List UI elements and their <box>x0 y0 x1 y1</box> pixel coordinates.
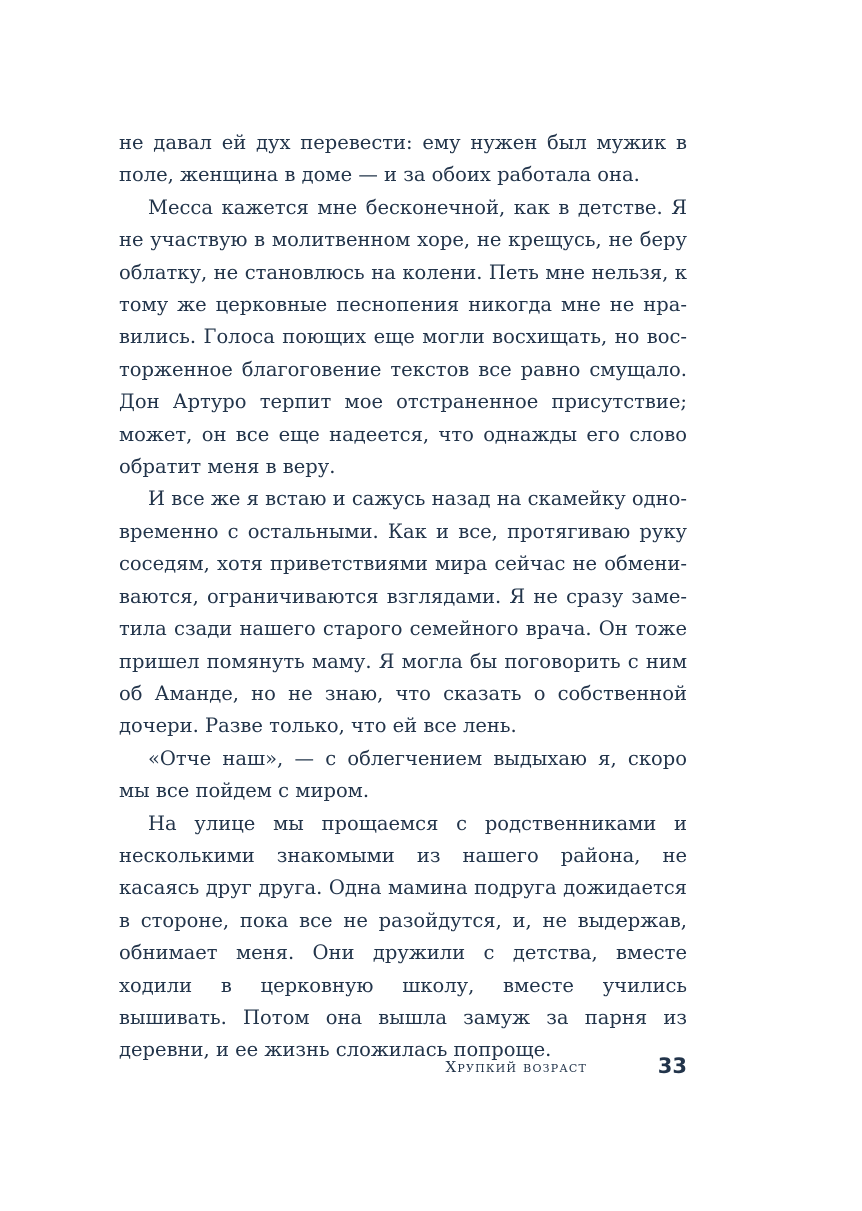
paragraph-4: «Отче наш», — с облегчением выдыхаю я, скоро мы все пойдем с миром. <box>119 746 687 803</box>
paragraph-3: И все же я встаю и сажусь назад на скамейку одновременно с остальными. Как и все, протягиваю руку соседям, хотя приветствиями мира сейчас не обмениваются, ограничиваются взглядами. Я не сразу заметила сзади нашего старого семейного врача. Он тоже пришел помянуть маму. Я могла бы поговорить с ним об Аманде, но не знаю, что сказать о собственной дочери. Разве только, что ей все лень. <box>119 487 687 738</box>
running-title: Хрупкий возраст <box>445 1058 587 1076</box>
paragraph-2: Месса кажется мне бесконечной, как в детстве. Я не участвую в молитвенном хоре, не крещусь, не беру облатку, не становлюсь на колени. Петь мне нельзя, к тому же церковные песнопения никогда мне не нравились. Голоса поющих еще могли восхищать, но восторженное благоговение текстов все равно смущало. Дон Артуро терпит мое отстраненное присутствие; может, он все еще надеется, что однажды его слово обратит меня в веру. <box>119 195 687 479</box>
paragraph-1: не давал ей дух перевести: ему нужен был мужик в поле, женщина в доме — и за обоих работала она. <box>119 131 687 187</box>
body-text <box>119 127 687 1067</box>
paragraph-5: На улице мы прощаемся с родственниками и несколькими знакомыми из нашего района, не касаясь друг друга. Одна мамина подруга дожидается в стороне, пока все не разойдутся, и, не выдержав, обнимает меня. Они дружили с детства, вместе ходили в церковную школу, вместе учились вышивать. Потом она вышла замуж за парня из деревни, и ее жизнь сложилась попроще. <box>119 811 687 1062</box>
page-number: 33 <box>657 1054 687 1078</box>
page-footer <box>119 1054 687 1084</box>
